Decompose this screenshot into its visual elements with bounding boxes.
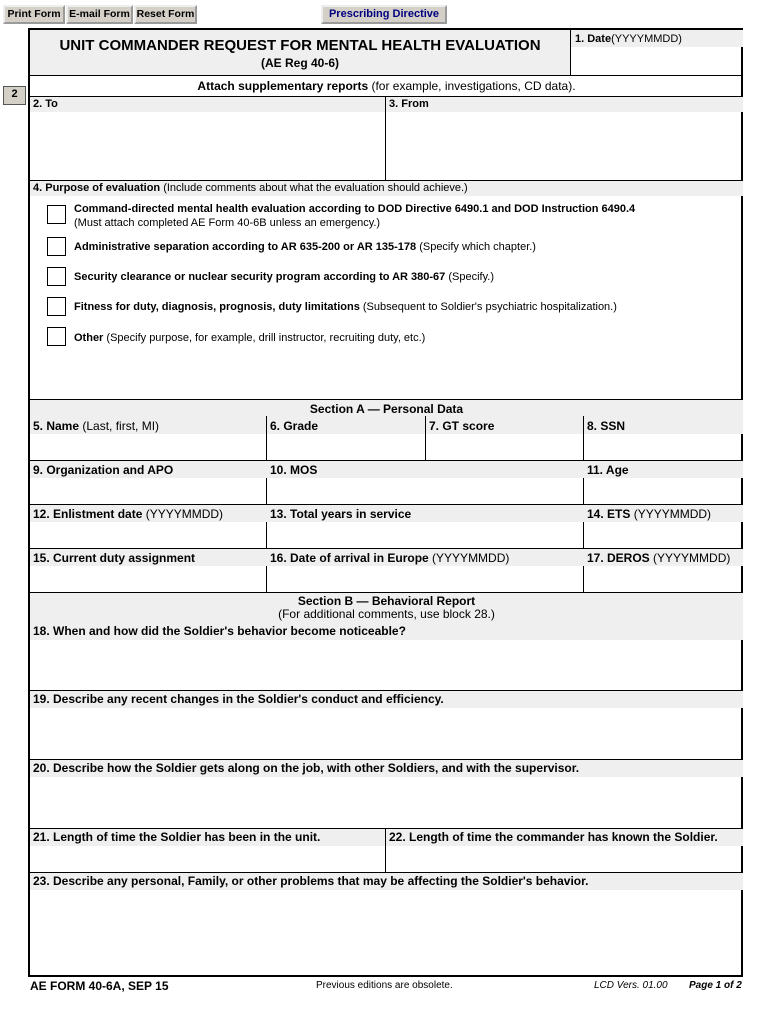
grade-field[interactable] xyxy=(267,434,425,460)
age-field[interactable] xyxy=(584,478,743,504)
q19-label: 19. Describe any recent changes in the Soldier's conduct and efficiency. xyxy=(33,692,444,706)
print-form-button[interactable]: Print Form xyxy=(3,5,65,24)
duty-assignment-field[interactable] xyxy=(30,566,266,592)
checkbox-fitness-for-duty[interactable] xyxy=(47,297,66,316)
to-field[interactable] xyxy=(30,112,385,180)
years-in-service-field[interactable] xyxy=(267,522,583,548)
checkbox-security-clearance[interactable] xyxy=(47,267,66,286)
checkbox-command-directed[interactable] xyxy=(47,205,66,224)
option-command-directed-note: (Must attach completed AE Form 40-6B unless an emergency.) xyxy=(74,217,381,229)
q22-label: 22. Length of time the commander has known the Soldier. xyxy=(389,830,718,844)
q23-label: 23. Describe any personal, Family, or other problems that may be affecting the Soldier's behavior. xyxy=(33,874,589,888)
page-2-button[interactable]: 2 xyxy=(3,86,26,105)
ets-field[interactable] xyxy=(584,522,743,548)
ssn-label: 8. SSN xyxy=(587,419,626,433)
arrival-date-field[interactable] xyxy=(267,566,583,592)
q22-field[interactable] xyxy=(386,846,743,872)
from-label: 3. From xyxy=(389,98,429,110)
section-a-title: Section A — Personal Data xyxy=(309,402,464,416)
version-label: LCD Vers. 01.00 xyxy=(594,980,668,991)
q19-field[interactable] xyxy=(30,708,743,759)
organization-field[interactable] xyxy=(30,478,266,504)
form-id: AE FORM 40-6A, SEP 15 xyxy=(30,979,169,993)
name-label: 5. Name (Last, first, MI) xyxy=(33,419,160,433)
option-fitness-for-duty: Fitness for duty, diagnosis, prognosis, duty limitations (Subsequent to Soldier's psychiatric hospitalization.) xyxy=(74,301,617,313)
grade-label: 6. Grade xyxy=(270,419,319,433)
purpose-other-field[interactable] xyxy=(74,350,734,398)
prescribing-directive-button[interactable]: Prescribing Directive xyxy=(321,5,447,24)
gt-score-field[interactable] xyxy=(426,434,583,460)
form-body xyxy=(28,28,743,977)
form-subtitle: (AE Reg 40-6) xyxy=(260,56,340,70)
enlistment-date-field[interactable] xyxy=(30,522,266,548)
email-form-button[interactable]: E-mail Form xyxy=(66,5,133,24)
gt-score-label: 7. GT score xyxy=(429,419,495,433)
q21-label: 21. Length of time the Soldier has been in the unit. xyxy=(33,830,321,844)
option-security-clearance: Security clearance or nuclear security program according to AR 380-67 (Specify.) xyxy=(74,271,494,283)
to-label: 2. To xyxy=(33,98,58,110)
reset-form-button[interactable]: Reset Form xyxy=(134,5,197,24)
date-label: 1. Date(YYYYMMDD) xyxy=(575,33,682,45)
section-b-subtitle: (For additional comments, use block 28.) xyxy=(278,607,495,621)
q20-label: 20. Describe how the Soldier gets along on the job, with other Soldiers, and with the supervisor. xyxy=(33,761,580,775)
option-command-directed: Command-directed mental health evaluation according to DOD Directive 6490.1 and DOD Instruction 6490.4 xyxy=(74,203,636,215)
duty-assignment-label: 15. Current duty assignment xyxy=(33,551,196,565)
mos-label: 10. MOS xyxy=(270,463,318,477)
ssn-field[interactable] xyxy=(584,434,743,460)
form-title: UNIT COMMANDER REQUEST FOR MENTAL HEALTH EVALUATION xyxy=(59,37,541,54)
q18-field[interactable] xyxy=(30,640,743,690)
option-admin-separation: Administrative separation according to AR 635-200 or AR 135-178 (Specify which chapter.) xyxy=(74,241,536,253)
name-field[interactable] xyxy=(30,434,266,460)
deros-label: 17. DEROS (YYYYMMDD) xyxy=(587,551,731,565)
arrival-date-label: 16. Date of arrival in Europe (YYYYMMDD) xyxy=(270,551,510,565)
enlistment-date-label: 12. Enlistment date (YYYYMMDD) xyxy=(33,507,224,521)
organization-label: 9. Organization and APO xyxy=(33,463,174,477)
section-b-title: Section B — Behavioral Report xyxy=(297,594,476,608)
obsolete-notice: Previous editions are obsolete. xyxy=(316,980,453,991)
q21-field[interactable] xyxy=(30,846,385,872)
page-number: Page 1 of 2 xyxy=(689,980,742,991)
age-label: 11. Age xyxy=(587,463,629,477)
option-other: Other (Specify purpose, for example, drill instructor, recruiting duty, etc.) xyxy=(74,332,426,344)
mos-field[interactable] xyxy=(267,478,583,504)
q20-field[interactable] xyxy=(30,777,743,828)
q23-field[interactable] xyxy=(30,890,743,975)
years-in-service-label: 13. Total years in service xyxy=(270,507,412,521)
checkbox-admin-separation[interactable] xyxy=(47,237,66,256)
checkbox-other[interactable] xyxy=(47,327,66,346)
ets-label: 14. ETS (YYYYMMDD) xyxy=(587,507,712,521)
deros-field[interactable] xyxy=(584,566,743,592)
from-field[interactable] xyxy=(386,112,743,180)
q18-label: 18. When and how did the Soldier's behavior become noticeable? xyxy=(33,624,406,638)
purpose-label: 4. Purpose of evaluation (Include comments about what the evaluation should achieve.) xyxy=(33,182,468,194)
date-field[interactable] xyxy=(571,47,743,75)
attach-instruction: Attach supplementary reports (for example, investigations, CD data). xyxy=(197,79,576,93)
